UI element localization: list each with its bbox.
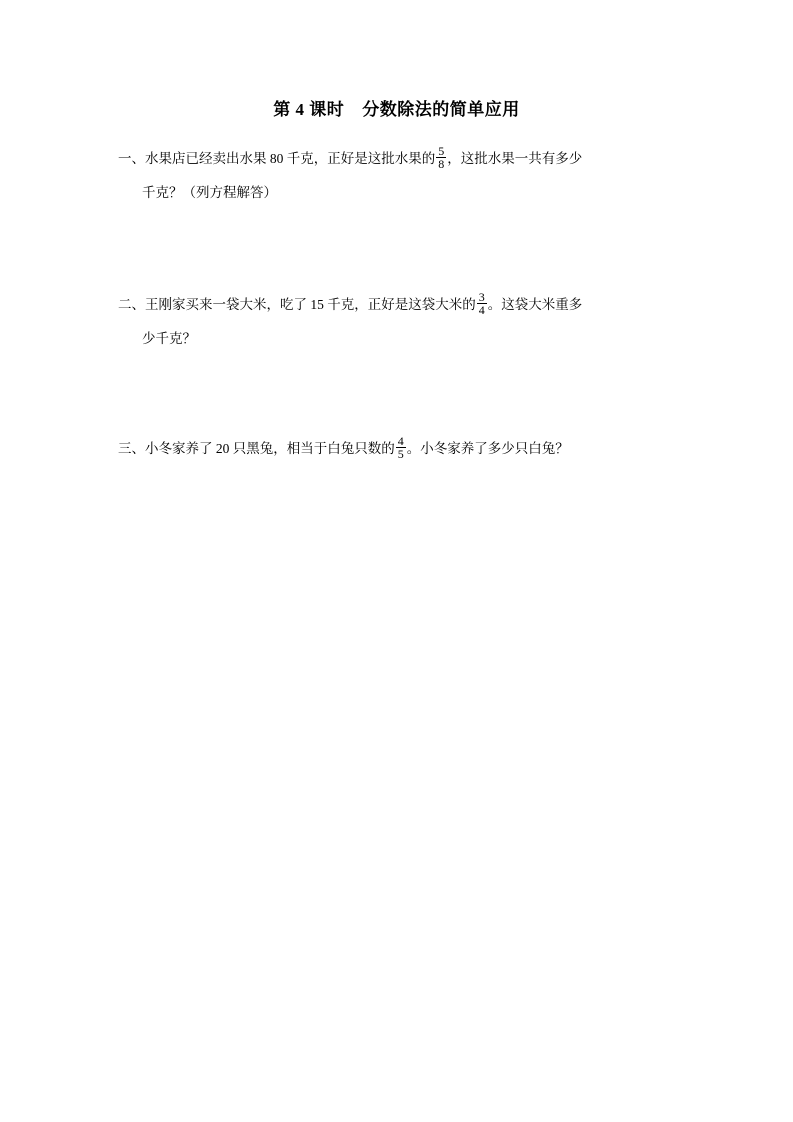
problem-3-text-a: 小冬家养了 20 只黑兔，相当于白兔只数的 <box>145 441 395 456</box>
fraction-denominator: 4 <box>478 303 485 318</box>
fraction-4-5 <box>396 435 406 461</box>
fraction-3-4 <box>477 291 487 317</box>
problem-2-line-1 <box>118 288 678 322</box>
problem-3 <box>118 432 678 466</box>
problem-3-line-1 <box>118 432 678 466</box>
problem-1-line-2: 千克？（列方程解答） <box>142 185 277 200</box>
problem-2-text-b: 。这袋大米重多 <box>487 297 583 312</box>
fraction-denominator: 8 <box>438 157 445 172</box>
problem-2 <box>118 288 678 356</box>
fraction-numerator: 5 <box>438 143 445 158</box>
problem-3-text-b: 。小冬家养了多少只白兔？ <box>406 441 569 456</box>
problem-3-marker: 三、 <box>118 441 145 456</box>
fraction-numerator: 4 <box>397 433 404 448</box>
problem-1-line-1 <box>118 142 678 176</box>
fraction-5-8 <box>436 145 446 171</box>
problem-1-text-b: ，这批水果一共有多少 <box>447 151 583 166</box>
problem-1-marker: 一、 <box>118 151 145 166</box>
problem-2-line-2: 少千克？ <box>142 331 196 346</box>
fraction-numerator: 3 <box>478 289 485 304</box>
page-title-prefix: 第 4 课时 <box>273 100 345 119</box>
problem-1-text-a: 水果店已经卖出水果 80 千克，正好是这批水果的 <box>145 151 436 166</box>
page-title <box>0 95 793 120</box>
problem-2-text-a: 王刚家买来一袋大米，吃了 15 千克，正好是这袋大米的 <box>145 297 476 312</box>
page-title-main: 分数除法的简单应用 <box>362 100 520 119</box>
problem-2-marker: 二、 <box>118 297 145 312</box>
problem-1 <box>118 142 678 210</box>
fraction-denominator: 5 <box>397 447 404 462</box>
